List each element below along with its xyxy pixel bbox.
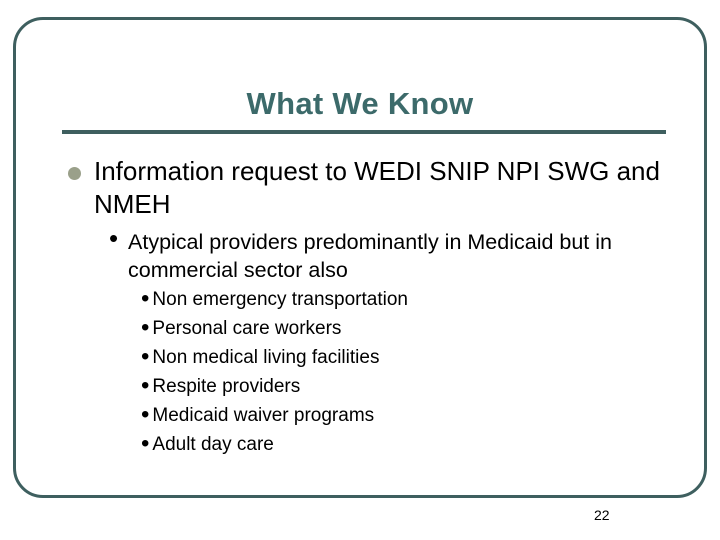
sub-bullet-text: Atypical providers predominantly in Medicaid but in commercial sector also [128, 230, 612, 282]
list-item [141, 343, 408, 372]
list-item [141, 401, 408, 430]
page-number: 22 [594, 507, 610, 523]
bullet-dot-icon: • [141, 401, 150, 428]
bullet-dot-icon: • [141, 430, 150, 457]
list-item-label: Personal care workers [152, 318, 342, 339]
list-item-label: Non medical living facilities [152, 347, 380, 368]
list-item [141, 372, 408, 401]
bullet-dot-icon: • [141, 285, 150, 312]
provider-type-list [141, 285, 408, 459]
list-item [141, 314, 408, 343]
sub-bullet-dot-icon: • [109, 223, 119, 253]
list-item [141, 285, 408, 314]
title-divider [62, 130, 666, 134]
main-bullet-text: Information request to WEDI SNIP NPI SWG and NMEH [94, 156, 660, 219]
list-item [141, 430, 408, 459]
list-item-label: Adult day care [152, 434, 274, 455]
bullet-dot-icon: • [141, 314, 150, 341]
slide-title: What We Know [246, 86, 474, 121]
bullet-dot-icon: • [141, 343, 150, 370]
bullet-dot-icon [68, 167, 81, 180]
list-item-label: Respite providers [152, 376, 301, 397]
bullet-dot-icon: • [141, 372, 150, 399]
list-item-label: Medicaid waiver programs [152, 405, 375, 426]
list-item-label: Non emergency transportation [152, 289, 408, 310]
